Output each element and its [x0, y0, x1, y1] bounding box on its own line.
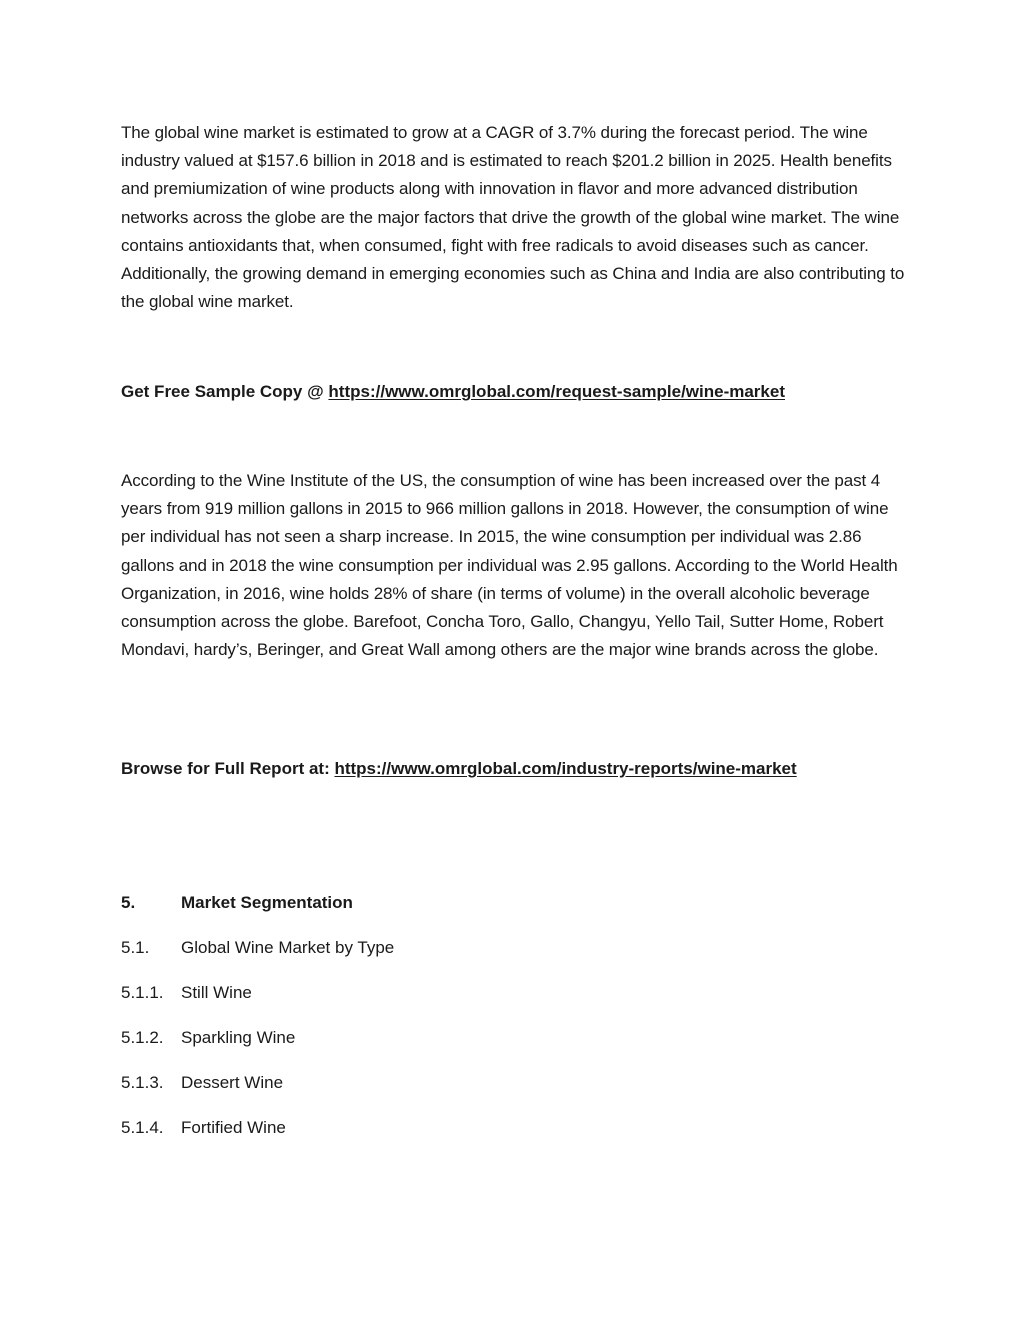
toc-number: 5.1.2. — [121, 1028, 164, 1047]
sample-copy-link[interactable]: https://www.omrglobal.com/request-sample/wine-market — [328, 382, 785, 401]
toc-number: 5.1.3. — [121, 1073, 164, 1092]
toc-item — [121, 1071, 283, 1095]
consumption-paragraph: According to the Wine Institute of the US, the consumption of wine has been increased over the past 4 years from 919 million gallons in 2015 to 966 million gallons in 2018. However, the consumption of wine per individual has not seen a sharp increase. In 2015, the wine consumption per individual was 2.86 gallons and in 2018 the wine consumption per individual was 2.95 gallons. According to the World Health Organization, in 2016, wine holds 28% of share (in terms of volume) in the overall alcoholic beverage consumption across the globe. Barefoot, Concha Toro, Gallo, Changyu, Yello Tail, Sutter Home, Robert Mondavi, hardy’s, Beringer, and Great Wall among others are the major wine brands across the globe. — [121, 471, 898, 660]
full-report-link[interactable]: https://www.omrglobal.com/industry-reports/wine-market — [334, 759, 797, 778]
toc-title: Market Segmentation — [181, 893, 353, 912]
toc-item — [121, 936, 394, 960]
full-report-label: Browse for Full Report at: — [121, 759, 335, 778]
toc-title: Still Wine — [181, 983, 252, 1002]
toc-title: Fortified Wine — [181, 1118, 286, 1137]
sample-copy-label: Get Free Sample Copy @ — [121, 382, 329, 401]
toc-number: 5.1.4. — [121, 1118, 164, 1137]
toc-title: Global Wine Market by Type — [181, 938, 395, 957]
toc-number: 5.1. — [121, 938, 150, 957]
toc-number: 5. — [121, 893, 136, 912]
toc-item — [121, 981, 252, 1005]
toc-title: Dessert Wine — [181, 1073, 284, 1092]
toc-number: 5.1.1. — [121, 983, 164, 1002]
intro-paragraph: The global wine market is estimated to grow at a CAGR of 3.7% during the forecast period. The wine industry valued at $157.6 billion in 2018 and is estimated to reach $201.2 billion in 2025. Health benefits and premiumization of wine products along with innovation in flavor and more advanced distribution networks across the globe are the major factors that drive the growth of the global wine market. The wine contains antioxidants that, when consumed, fight with free radicals to avoid diseases such as cancer. Additionally, the growing demand in emerging economies such as China and India are also contributing to the global wine market. — [121, 123, 905, 312]
toc-title: Sparkling Wine — [181, 1028, 296, 1047]
toc-item — [121, 1116, 286, 1140]
full-report-cta — [121, 757, 797, 781]
toc-item — [121, 1026, 295, 1050]
sample-copy-cta — [121, 380, 785, 404]
toc-heading — [121, 891, 353, 915]
